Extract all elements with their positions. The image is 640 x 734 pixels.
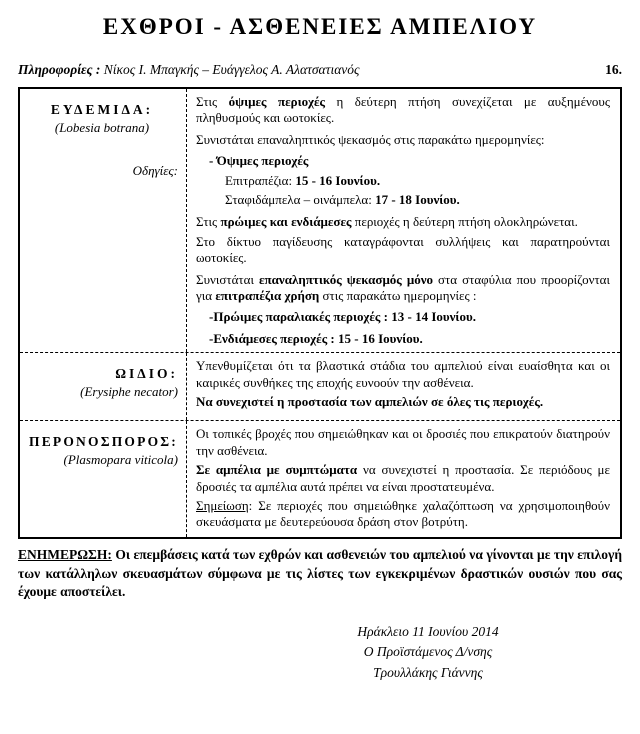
paragraph: Οι τοπικές βροχές που σημειώθηκαν και οι δροσιές που επικρατούν διατηρούν την ασθένεια. <box>196 426 610 458</box>
latin-name-peronosporos: (Plasmopara viticola) <box>63 452 178 468</box>
instructions-label: Οδηγίες: <box>132 163 178 178</box>
paragraph: -Ενδιάμεσες περιοχές : 15 - 16 Ιουνίου. <box>209 330 423 346</box>
oidio-label-cell <box>20 353 187 420</box>
paragraph: - Όψιμες περιοχές <box>209 153 309 169</box>
signature-block <box>308 622 548 684</box>
paragraph: Επιτραπέζια: 15 - 16 Ιουνίου. <box>225 172 381 188</box>
oidio-instructions <box>187 353 620 420</box>
signature-name: Τρουλλάκης Γιάννης <box>373 664 483 680</box>
latin-name-eudemida: (Lobesia botrana) <box>54 120 150 135</box>
latin-name-oidio: (Erysiphe necator) <box>80 384 178 400</box>
table-row-oidio <box>20 352 620 420</box>
table-row-peronosporos <box>20 420 620 537</box>
pest-name-eudemida: ΕΥΔΕΜΙΔΑ: <box>50 102 154 117</box>
paragraph: Στο δίκτυο παγίδευσης καταγράφονται συλλήψεις και παρατηρούνται ωοτοκίες. <box>196 233 610 266</box>
table-row-eudemida <box>20 89 620 352</box>
signature-place-date: Ηράκλειο 11 Ιουνίου 2014 <box>357 623 499 639</box>
paragraph: -Πρώιμες παραλιακές περιοχές : 13 - 14 Ιουνίου. <box>209 309 476 325</box>
paragraph: Συνιστάται επαναληπτικός ψεκασμός στις παρακάτω ημερομηνίες: <box>196 131 545 147</box>
info-row <box>18 61 622 78</box>
pest-name-peronosporos: ΠΕΡΟΝΟΣΠΟΡΟΣ: <box>29 434 178 450</box>
page-title: ΕΧΘΡΟΙ - ΑΣΘΕΝΕΙΕΣ ΑΜΠΕΛΙΟΥ <box>102 14 538 39</box>
pest-disease-table <box>18 87 622 539</box>
eudemida-instructions <box>187 89 620 352</box>
page-number: 16. <box>605 62 622 77</box>
paragraph: Υπενθυμίζεται ότι τα βλαστικά στάδια του αμπελιού είναι ευαίσθητα και οι καιρικές συνθήκες της εποχής ευνοούν την ασθένεια. <box>196 358 610 390</box>
paragraph: Σε αμπέλια με συμπτώματα να συνεχιστεί η προστασία. Σε περιόδους με δροσιές τα αμπέλια αυτά πρέπει να είναι προστατευμένα. <box>196 462 610 494</box>
paragraph: ΕΝΗΜΕΡΩΣΗ: Οι επεμβάσεις κατά των εχθρών και ασθενειών του αμπελιού να γίνονται με την επιλογή των κατάλληλων σκευασμάτων σύμφωνα με τις λίστες των εγκεκριμένων δραστικών ουσιών που σας έχουμε αποστείλει. <box>18 547 622 600</box>
paragraph: Συνιστάται επαναληπτικός ψεκασμός μόνο στα σταφύλια που προορίζονται για επιτραπέζια χρήση στις παρακάτω ημερομηνίες : <box>196 271 610 304</box>
info-label: Πληροφορίες : <box>18 62 101 77</box>
paragraph: Σταφιδάμπελα – οινάμπελα: 17 - 18 Ιουνίου. <box>225 192 460 208</box>
peronosporos-label-cell <box>20 421 187 537</box>
pest-name-oidio: ΩΙΔΙΟ: <box>115 366 178 382</box>
info-authors-line <box>18 61 360 78</box>
eudemida-label-cell <box>20 89 187 352</box>
paragraph: Στις πρώιμες και ενδιάμεσες περιοχές η δεύτερη πτήση ολοκληρώνεται. <box>196 214 578 230</box>
paragraph: Να συνεχιστεί η προστασία των αμπελιών σε όλες τις περιοχές. <box>196 394 544 410</box>
peronosporos-instructions <box>187 421 620 537</box>
signature-role: Ο Προϊστάμενος Δ/νσης <box>363 644 493 660</box>
paragraph: Σημείωση: Σε περιοχές που σημειώθηκε χαλαζόπτωση να χρησιμοποιηθούν σκευάσματα με δευτερεύουσα δράση στον βοτρύτη. <box>196 497 610 530</box>
footer-note <box>18 546 622 602</box>
paragraph: Στις όψιμες περιοχές η δεύτερη πτήση συνεχίζεται με αυξημένους πληθυσμούς και ωοτοκίες. <box>196 94 611 126</box>
info-authors: Νίκος Ι. Μπαγκής – Ευάγγελος Α. Αλατσατιανός <box>100 62 360 77</box>
